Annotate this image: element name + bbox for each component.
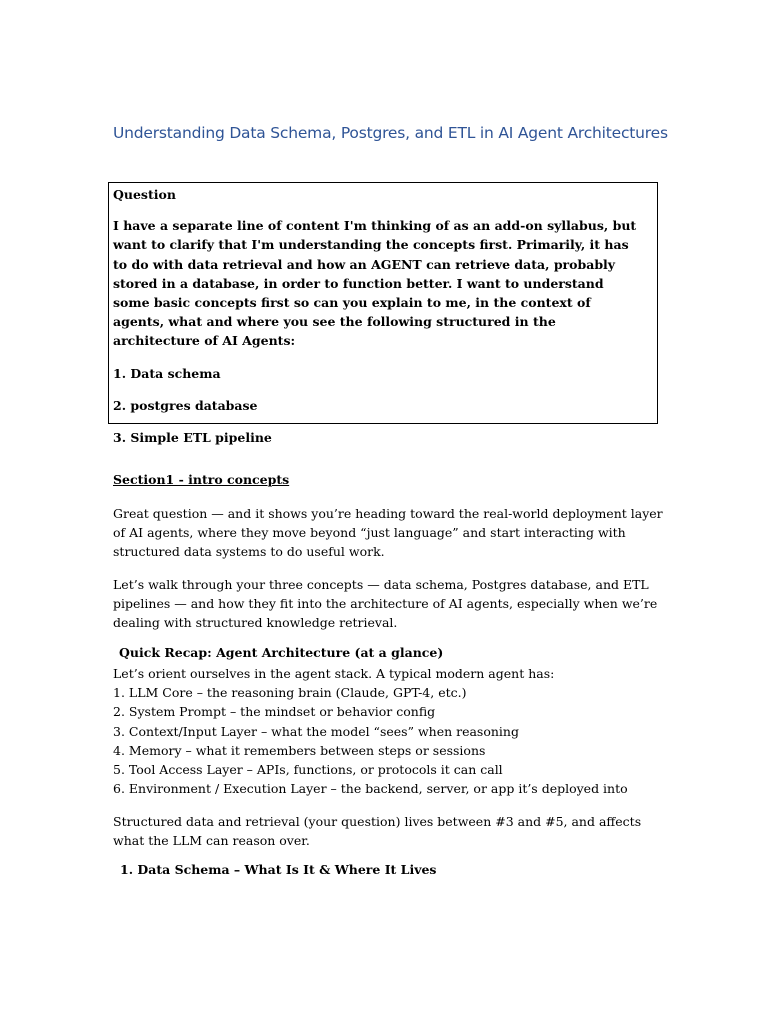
question-body: I have a separate line of content I'm thinking of as an add-on syllabus, but want to clarify that I'm understanding the concepts first. Primarily, it has to do with data retrieval and how an AGENT can retrieve data, probably stored in a database, in order to function better. I want to understand some basic concepts first so can you explain to me, in the context of agents, what and where you see the following structured in the architecture of AI Agents: bbox=[113, 218, 637, 349]
page-title: Understanding Data Schema, Postgres, and ETL in AI Agent Architectures bbox=[113, 124, 668, 142]
recap-list-item: 2. System Prompt – the mindset or behavior config bbox=[113, 704, 436, 720]
intro-paragraph: Great question — and it shows you’re heading toward the real-world deployment layer of AI agents, where they move beyond “just language” and start interacting with structured data systems to do useful work. bbox=[113, 506, 663, 560]
question-item: 1. Data schema bbox=[113, 365, 221, 381]
recap-heading: Quick Recap: Agent Architecture (at a glance) bbox=[119, 645, 444, 660]
recap-list-item: 1. LLM Core – the reasoning brain (Claude, GPT-4, etc.) bbox=[113, 685, 467, 701]
recap-list-item: 4. Memory – what it remembers between steps or sessions bbox=[113, 742, 486, 758]
recap-intro: Let’s orient ourselves in the agent stack. A typical modern agent has: bbox=[113, 666, 555, 681]
question-item: 3. Simple ETL pipeline bbox=[113, 430, 272, 446]
recap-list bbox=[113, 664, 673, 798]
question-box bbox=[108, 182, 658, 446]
question-item: 2. postgres database bbox=[113, 397, 258, 413]
recap-list-item: 6. Environment / Execution Layer – the backend, server, or app it’s deployed into bbox=[113, 781, 628, 797]
walkthrough-paragraph: Let’s walk through your three concepts — data schema, Postgres database, and ETL pipelines — and how they fit into the architecture of AI agents, especially when we’re dealing with structured knowledge retrieval. bbox=[113, 577, 658, 631]
recap-closing-paragraph: Structured data and retrieval (your question) lives between #3 and #5, and affects what the LLM can reason over. bbox=[113, 814, 642, 849]
schema-heading: 1. Data Schema – What Is It & Where It Lives bbox=[120, 862, 437, 877]
question-heading: Question bbox=[113, 187, 176, 202]
recap-list-item: 3. Context/Input Layer – what the model “sees” when reasoning bbox=[113, 723, 519, 739]
recap-list-item: 5. Tool Access Layer – APIs, functions, or protocols it can call bbox=[113, 762, 503, 778]
section-heading: Section1 - intro concepts bbox=[113, 472, 290, 487]
